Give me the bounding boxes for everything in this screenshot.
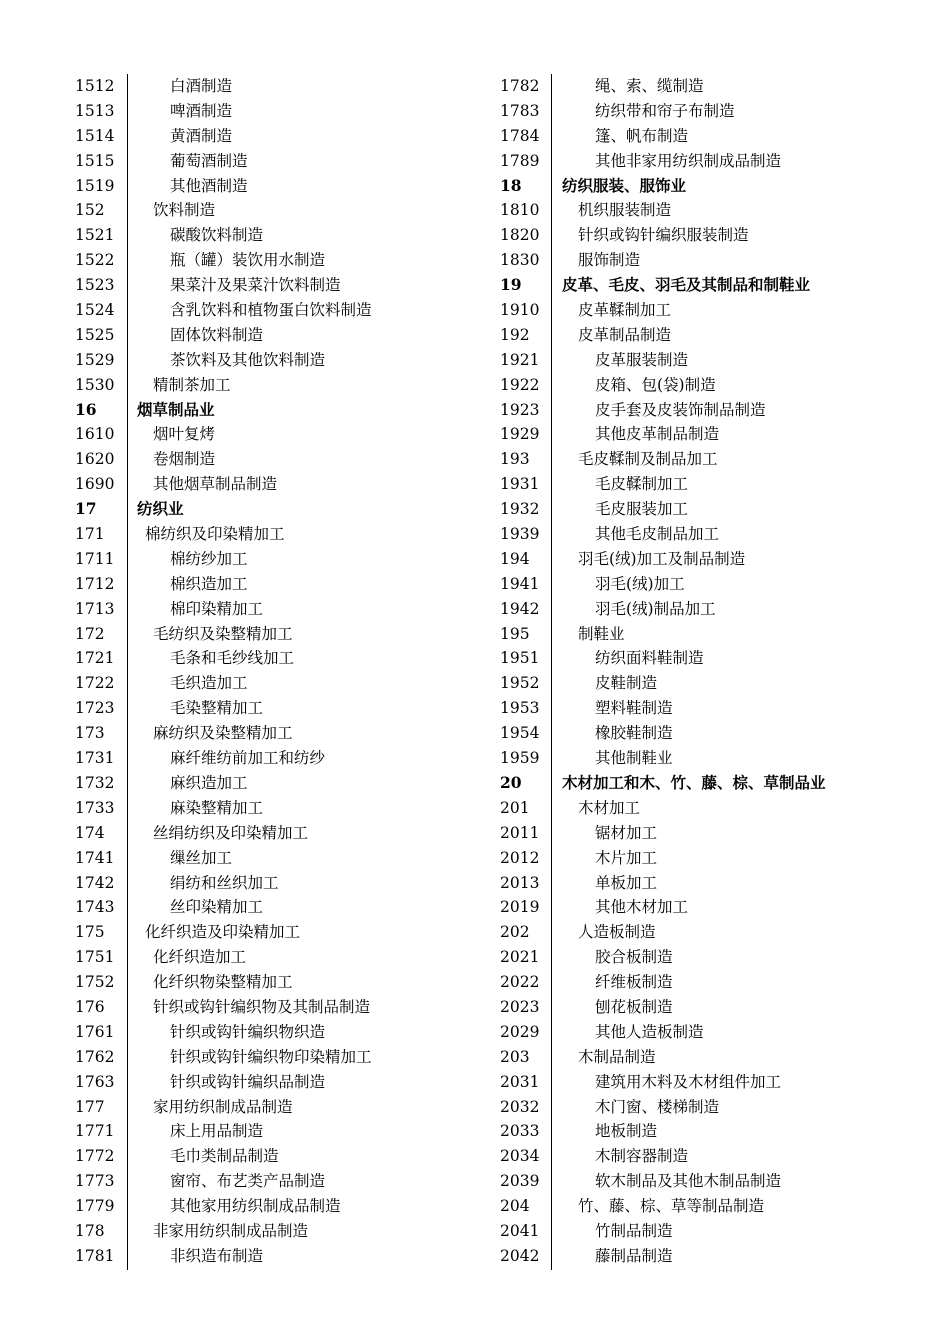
industry-name: 棉印染精加工 (170, 599, 264, 618)
industry-code: 195 (500, 624, 530, 643)
table-row (0, 1144, 425, 1169)
table-row (425, 1219, 850, 1244)
industry-code: 2011 (500, 823, 540, 842)
industry-code: 1941 (500, 574, 540, 593)
industry-name: 含乳饮料和植物蛋白饮料制造 (170, 301, 372, 320)
industry-name: 白酒制造 (170, 77, 233, 95)
industry-name: 皮鞋制造 (595, 674, 658, 693)
industry-code: 1723 (75, 699, 115, 718)
industry-name: 缫丝加工 (170, 848, 233, 867)
industry-code: 171 (75, 525, 105, 544)
industry-code: 172 (75, 624, 105, 643)
industry-code: 194 (500, 549, 530, 568)
industry-name: 麻织造加工 (170, 773, 248, 792)
table-row (425, 1070, 850, 1095)
industry-code: 1741 (75, 848, 115, 867)
table-row (0, 796, 425, 821)
industry-name: 篷、帆布制造 (595, 126, 689, 145)
industry-code: 1772 (75, 1147, 115, 1166)
category-row (0, 398, 425, 423)
industry-code: 1942 (500, 599, 540, 618)
industry-name: 皮革服装制造 (595, 350, 689, 369)
industry-code: 2039 (500, 1172, 540, 1191)
industry-code: 2033 (500, 1122, 540, 1141)
industry-code: 1830 (500, 251, 540, 270)
industry-name: 非家用纺织制成品制造 (153, 1221, 309, 1240)
industry-name: 皮革鞣制加工 (578, 301, 672, 320)
industry-name: 其他木材加工 (595, 898, 689, 917)
table-row (425, 1119, 850, 1144)
industry-name: 藤制品制造 (595, 1246, 673, 1265)
industry-name: 羽毛(绒)加工 (595, 574, 685, 593)
table-row (425, 696, 850, 721)
industry-code: 1522 (75, 251, 115, 270)
table-row (425, 821, 850, 846)
industry-name: 木门窗、楼梯制造 (595, 1097, 720, 1116)
industry-name: 纺织带和帘子布制造 (595, 101, 735, 120)
industry-code: 2031 (500, 1072, 540, 1091)
table-row (0, 174, 425, 199)
industry-name: 毛皮鞣制及制品加工 (578, 450, 718, 469)
industry-name: 刨花板制造 (595, 997, 673, 1016)
industry-name: 木制品制造 (578, 1047, 656, 1066)
industry-code: 1732 (75, 773, 115, 792)
industry-code: 1921 (500, 350, 540, 369)
industry-code: 176 (75, 997, 105, 1016)
table-row (0, 622, 425, 647)
table-row (425, 74, 850, 99)
industry-code: 2013 (500, 873, 540, 892)
industry-name: 其他非家用纺织制成品制造 (595, 151, 782, 170)
industry-name: 竹、藤、棕、草等制品制造 (578, 1197, 765, 1216)
industry-code: 1810 (500, 201, 540, 220)
table-row (0, 422, 425, 447)
table-row (0, 895, 425, 920)
industry-name: 床上用品制造 (170, 1122, 264, 1141)
industry-code: 1721 (75, 649, 115, 668)
category-row (425, 771, 850, 796)
table-row (0, 273, 425, 298)
industry-name: 皮手套及皮装饰制品制造 (595, 400, 766, 419)
industry-name: 其他人造板制造 (595, 1022, 704, 1041)
industry-code: 2034 (500, 1147, 540, 1166)
industry-code: 1939 (500, 525, 540, 544)
table-row (425, 1194, 850, 1219)
industry-code: 1524 (75, 301, 115, 320)
table-row (0, 373, 425, 398)
table-row (425, 721, 850, 746)
table-row (425, 547, 850, 572)
industry-code: 173 (75, 724, 105, 743)
industry-code: 1713 (75, 599, 115, 618)
table-row (425, 746, 850, 771)
industry-name: 木材加工 (578, 798, 641, 817)
industry-code: 1952 (500, 674, 540, 693)
industry-name: 羽毛(绒)制品加工 (595, 599, 716, 618)
table-row (0, 1020, 425, 1045)
industry-name: 果菜汁及果菜汁饮料制造 (170, 276, 341, 295)
industry-code: 1529 (75, 350, 115, 369)
industry-name: 纺织服装、服饰业 (562, 175, 687, 195)
table-row (425, 472, 850, 497)
industry-name: 软木制品及其他木制品制造 (595, 1172, 782, 1191)
table-row (425, 223, 850, 248)
industry-code: 1513 (75, 101, 115, 120)
table-row (425, 1244, 850, 1269)
table-row (425, 572, 850, 597)
table-row (425, 895, 850, 920)
industry-code: 1711 (75, 549, 115, 568)
industry-code: 2019 (500, 898, 540, 917)
industry-code: 1530 (75, 375, 115, 394)
table-row (425, 348, 850, 373)
industry-name: 瓶（罐）装饮用水制造 (170, 251, 326, 270)
industry-name: 非织造布制造 (170, 1246, 264, 1265)
industry-code: 2032 (500, 1097, 540, 1116)
category-row (425, 174, 850, 199)
table-row (0, 547, 425, 572)
industry-code: 1781 (75, 1246, 115, 1265)
industry-code: 1784 (500, 126, 540, 145)
industry-code: 1743 (75, 898, 115, 917)
table-row (0, 472, 425, 497)
industry-name: 烟叶复烤 (153, 425, 216, 444)
left-column (0, 74, 425, 1269)
industry-name: 其他烟草制品制造 (153, 475, 278, 494)
industry-code: 1931 (500, 475, 540, 494)
table-row (0, 522, 425, 547)
industry-code: 1752 (75, 973, 115, 992)
industry-code: 2021 (500, 948, 540, 967)
industry-code: 1761 (75, 1022, 115, 1041)
industry-code: 17 (75, 499, 97, 519)
industry-name: 纤维板制造 (595, 973, 673, 992)
table-row (0, 447, 425, 472)
industry-code: 1731 (75, 749, 115, 768)
industry-code: 1751 (75, 948, 115, 967)
industry-name: 毛染整精加工 (170, 699, 264, 718)
industry-name: 人造板制造 (578, 923, 656, 942)
industry-name: 纺织面料鞋制造 (595, 649, 704, 668)
industry-code: 2022 (500, 973, 540, 992)
industry-code: 203 (500, 1047, 530, 1066)
table-row (425, 248, 850, 273)
industry-name: 固体饮料制造 (170, 325, 264, 344)
table-row (0, 1070, 425, 1095)
industry-code: 1951 (500, 649, 540, 668)
industry-name: 针织或钩针编织物及其制品制造 (153, 997, 371, 1016)
industry-code: 2042 (500, 1246, 540, 1265)
table-row (0, 646, 425, 671)
industry-code: 152 (75, 201, 105, 220)
industry-code: 1523 (75, 276, 115, 295)
industry-name: 家用纺织制成品制造 (153, 1097, 293, 1116)
table-row (425, 398, 850, 423)
table-row (0, 771, 425, 796)
table-row (425, 1144, 850, 1169)
industry-name: 地板制造 (595, 1122, 658, 1141)
industry-name: 啤酒制造 (170, 101, 233, 120)
industry-name: 针织或钩针编织服装制造 (578, 226, 749, 245)
table-row (425, 1020, 850, 1045)
industry-code: 1779 (75, 1197, 115, 1216)
table-row (425, 622, 850, 647)
industry-name: 建筑用木料及木材组件加工 (595, 1072, 782, 1091)
industry-code: 1954 (500, 724, 540, 743)
table-row (0, 572, 425, 597)
industry-name: 毛皮鞣制加工 (595, 475, 689, 494)
table-row (425, 1045, 850, 1070)
table-row (425, 597, 850, 622)
industry-name: 橡胶鞋制造 (595, 724, 673, 743)
industry-code: 1519 (75, 176, 115, 195)
industry-code: 1521 (75, 226, 115, 245)
industry-name: 丝绢纺织及印染精加工 (153, 823, 309, 842)
industry-code: 1953 (500, 699, 540, 718)
industry-code: 1515 (75, 151, 115, 170)
table-row (0, 945, 425, 970)
industry-name: 服饰制造 (578, 251, 641, 270)
industry-name: 麻纺织及染整精加工 (153, 724, 293, 743)
industry-code: 178 (75, 1221, 105, 1240)
industry-code: 1783 (500, 101, 540, 120)
table-row (0, 597, 425, 622)
industry-name: 单板加工 (595, 873, 658, 892)
industry-name: 麻纤维纺前加工和纺纱 (170, 749, 326, 768)
table-row (0, 248, 425, 273)
industry-code: 192 (500, 325, 530, 344)
industry-code: 19 (500, 275, 522, 295)
category-row (425, 273, 850, 298)
industry-code: 1923 (500, 400, 540, 419)
industry-code: 1910 (500, 301, 540, 320)
table-row (0, 995, 425, 1020)
table-row (425, 522, 850, 547)
industry-name: 葡萄酒制造 (170, 151, 248, 170)
industry-name: 制鞋业 (578, 624, 625, 643)
industry-code: 20 (500, 772, 522, 792)
industry-name: 针织或钩针编织品制造 (170, 1072, 326, 1091)
industry-name: 卷烟制造 (153, 450, 216, 469)
table-row (425, 871, 850, 896)
industry-name: 丝印染精加工 (170, 898, 264, 917)
table-row (425, 373, 850, 398)
industry-code: 1932 (500, 500, 540, 519)
industry-name: 木材加工和木、竹、藤、棕、草制品业 (562, 772, 826, 792)
industry-name: 其他家用纺织制成品制造 (170, 1197, 341, 1216)
table-row (0, 746, 425, 771)
industry-name: 其他制鞋业 (595, 749, 673, 768)
table-row (0, 970, 425, 995)
industry-code: 2041 (500, 1221, 540, 1240)
table-row (425, 99, 850, 124)
industry-name: 锯材加工 (595, 823, 658, 842)
table-row (425, 796, 850, 821)
table-row (425, 422, 850, 447)
table-row (425, 323, 850, 348)
table-row (425, 447, 850, 472)
table-row (0, 99, 425, 124)
industry-code: 1712 (75, 574, 115, 593)
industry-code: 1771 (75, 1122, 115, 1141)
industry-code: 1722 (75, 674, 115, 693)
industry-name: 针织或钩针编织物印染精加工 (170, 1047, 372, 1066)
industry-name: 茶饮料及其他饮料制造 (170, 350, 326, 369)
industry-name: 窗帘、布艺类产品制造 (170, 1172, 326, 1191)
table-row (425, 646, 850, 671)
table-row (0, 223, 425, 248)
industry-name: 塑料鞋制造 (595, 699, 673, 718)
industry-name: 黄酒制造 (170, 126, 233, 145)
industry-name: 绳、索、缆制造 (595, 77, 704, 95)
industry-code: 1620 (75, 450, 115, 469)
industry-code: 1820 (500, 226, 540, 245)
industry-code: 193 (500, 450, 530, 469)
table-row (0, 149, 425, 174)
industry-code: 1762 (75, 1047, 115, 1066)
industry-code: 204 (500, 1197, 530, 1216)
industry-code: 1525 (75, 325, 115, 344)
table-row (0, 671, 425, 696)
industry-name: 胶合板制造 (595, 948, 673, 967)
industry-name: 碳酸饮料制造 (170, 226, 264, 245)
table-row (425, 149, 850, 174)
table-row (425, 920, 850, 945)
industry-code: 201 (500, 798, 530, 817)
table-row (0, 298, 425, 323)
table-row (425, 298, 850, 323)
table-row (425, 671, 850, 696)
industry-code: 18 (500, 175, 522, 195)
industry-name: 木制容器制造 (595, 1147, 689, 1166)
industry-code: 1773 (75, 1172, 115, 1191)
industry-name: 麻染整精加工 (170, 798, 264, 817)
table-row (0, 1169, 425, 1194)
industry-name: 其他皮革制品制造 (595, 425, 720, 444)
table-row (0, 920, 425, 945)
industry-name: 毛纺织及染整精加工 (153, 624, 293, 643)
industry-name: 针织或钩针编织物织造 (170, 1022, 326, 1041)
table-row (425, 497, 850, 522)
table-row (0, 846, 425, 871)
industry-code: 1512 (75, 77, 115, 95)
industry-code: 2029 (500, 1022, 540, 1041)
table-row (425, 1095, 850, 1120)
industry-code: 1742 (75, 873, 115, 892)
industry-code: 174 (75, 823, 105, 842)
table-row (0, 1045, 425, 1070)
table-row (0, 198, 425, 223)
table-row (0, 74, 425, 99)
table-row (0, 348, 425, 373)
industry-name: 皮箱、包(袋)制造 (595, 375, 716, 394)
industry-name: 机织服装制造 (578, 201, 672, 220)
table-row (0, 124, 425, 149)
table-row (0, 821, 425, 846)
industry-code: 1690 (75, 475, 115, 494)
industry-name: 木片加工 (595, 848, 658, 867)
industry-name: 饮料制造 (153, 201, 216, 220)
industry-name: 精制茶加工 (153, 375, 231, 394)
industry-code: 1610 (75, 425, 115, 444)
industry-name: 毛条和毛纱线加工 (170, 649, 295, 668)
industry-code: 1929 (500, 425, 540, 444)
industry-code: 1514 (75, 126, 115, 145)
industry-code: 177 (75, 1097, 105, 1116)
category-row (0, 497, 425, 522)
table-row (0, 1194, 425, 1219)
industry-code: 1789 (500, 151, 540, 170)
table-row (425, 995, 850, 1020)
industry-code: 16 (75, 399, 97, 419)
industry-name: 羽毛(绒)加工及制品制造 (578, 549, 746, 568)
industry-name: 皮革制品制造 (578, 325, 672, 344)
industry-code: 1959 (500, 749, 540, 768)
industry-name: 化纤织物染整精加工 (153, 973, 293, 992)
industry-name: 毛皮服装加工 (595, 500, 689, 519)
table-row (0, 721, 425, 746)
industry-name: 其他毛皮制品加工 (595, 525, 720, 544)
table-row (0, 871, 425, 896)
industry-code: 175 (75, 923, 105, 942)
industry-name: 毛织造加工 (170, 674, 248, 693)
table-row (425, 846, 850, 871)
industry-code: 1733 (75, 798, 115, 817)
table-row (425, 124, 850, 149)
table-row (0, 1095, 425, 1120)
industry-code: 1922 (500, 375, 540, 394)
table-row (0, 1119, 425, 1144)
table-row (425, 945, 850, 970)
industry-name: 棉纺纱加工 (170, 549, 248, 568)
table-row (0, 1244, 425, 1269)
right-column (425, 74, 850, 1269)
industry-name: 棉纺织及印染精加工 (145, 525, 285, 544)
industry-name: 竹制品制造 (595, 1221, 673, 1240)
table-row (425, 970, 850, 995)
table-row (425, 198, 850, 223)
industry-code: 2023 (500, 997, 540, 1016)
industry-code: 1782 (500, 77, 540, 95)
industry-code: 1763 (75, 1072, 115, 1091)
industry-name: 毛巾类制品制造 (170, 1147, 279, 1166)
industry-name: 皮革、毛皮、羽毛及其制品和制鞋业 (562, 275, 811, 295)
table-row (0, 1219, 425, 1244)
industry-name: 化纤织造加工 (153, 948, 247, 967)
table-row (425, 1169, 850, 1194)
industry-name: 化纤织造及印染精加工 (145, 923, 301, 942)
industry-code: 202 (500, 923, 530, 942)
industry-name: 烟草制品业 (137, 399, 215, 419)
table-row (0, 323, 425, 348)
industry-name: 纺织业 (137, 499, 184, 519)
table-row (0, 696, 425, 721)
industry-code: 2012 (500, 848, 540, 867)
industry-name: 绢纺和丝织加工 (170, 873, 279, 892)
industry-name: 其他酒制造 (170, 176, 248, 195)
industry-name: 棉织造加工 (170, 574, 248, 593)
